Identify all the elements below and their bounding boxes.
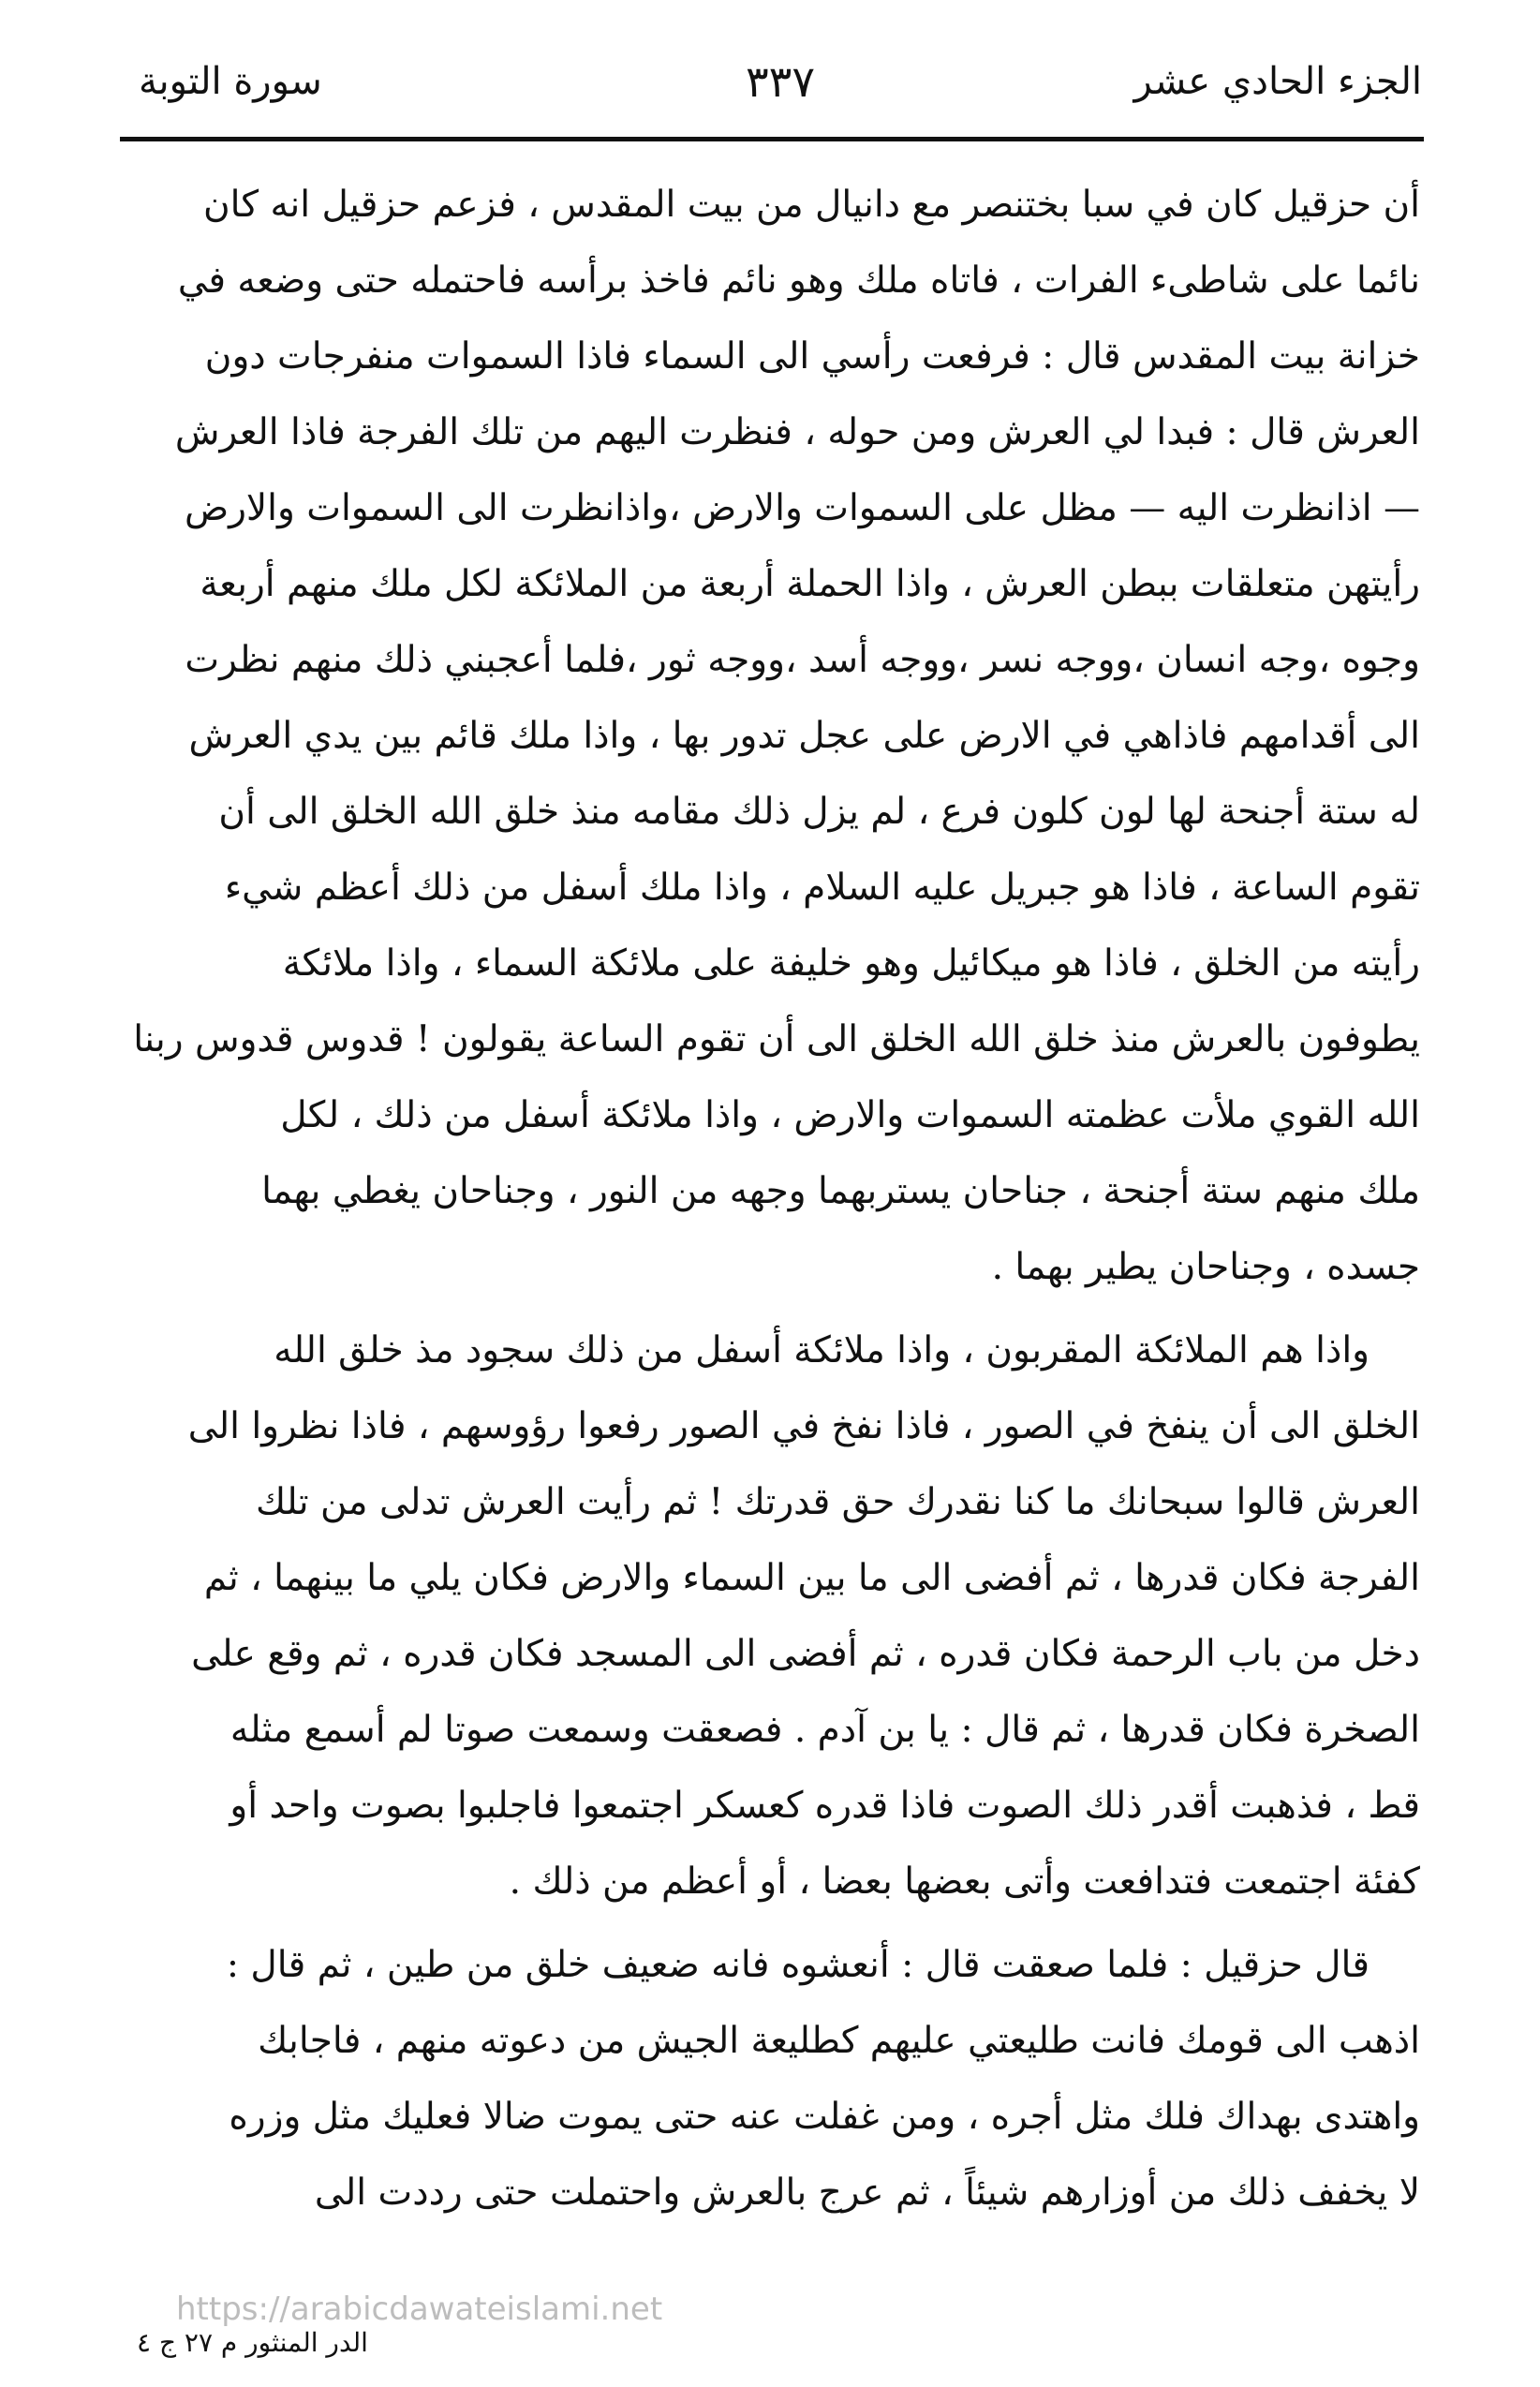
page-header	[139, 49, 1422, 114]
part-title: الجزء الحادي عشر	[1133, 60, 1422, 103]
paragraph-2: واذا هم الملائكة المقربون ، واذا ملائكة أسفل من ذلك سجود مذ خلق الله الخلق الى أن ينفخ في الصور ، فاذا نفخ في الصور رفعوا رؤوسهم ، فاذا نظروا الى العرش قالوا سبحانك ما كنا نقدرك حق قدرتك ! ثم رأيت العرش تدلى من تلك الفرجة فكان قدرها ، ثم أفضى الى ما بين السماء والارض فكان يلي ما بينهما ، ثم دخل من باب الرحمة فكان قدره ، ثم أفضى الى المسجد فكان قدره ، ثم وقع على الصخرة فكان قدرها ، ثم قال : يا بن آدم . فصعقت وسمعت صوتا لم أسمع مثله قط ، فذهبت أقدر ذلك الصوت فاذا قدره كعسكر اجتمعوا فاجلبوا بصوت واحد أو كفئة اجتمعت فتدافعت وأتى بعضها بعضا ، أو أعظم من ذلك .	[187, 1329, 1420, 1903]
paragraph-1: أن حزقيل كان في سبا بختنصر مع دانيال من بيت المقدس ، فزعم حزقيل انه كان نائما على شاطىء الفرات ، فاتاه ملك وهو نائم فاخذ برأسه فاحتمله حتى وضعه في خزانة بيت المقدس قال : فرفعت رأسي الى السماء فاذا السموات منفرجات دون العرش قال : فبدا لي العرش ومن حوله ، فنظرت اليهم من تلك الفرجة فاذا العرش — اذانظرت اليه — مظل على السموات والارض ،واذانظرت الى السموات والارض رأيتهن متعلقات ببطن العرش ، واذا الحملة أربعة من الملائكة لكل ملك منهم أربعة وجوه ،وجه انسان ،ووجه نسر ،ووجه أسد ،ووجه ثور ،فلما أعجبني ذلك منهم نظرت الى أقدامهم فاذاهي في الارض على عجل تدور بها ، واذا ملك قائم بين يدي العرش له ستة أجنحة لها لون كلون فرع ، لم يزل ذلك مقامه منذ خلق الله الخلق الى أن تقوم الساعة ، فاذا هو جبريل عليه السلام ، واذا ملك أسفل من ذلك أعظم شيء رأيته من الخلق ، فاذا هو ميكائيل وهو خليفة على ملائكة السماء ، واذا ملائكة يطوفون بالعرش منذ خلق الله الخلق الى أن تقوم الساعة يقولون ! قدوس قدوس ربنا الله القوي ملأت عظمته السموات والارض ، واذا ملائكة أسفل من ذلك ، لكل ملك منهم ستة أجنحة ، جناحان يستربهما وجهه من النور ، وجناحان يغطي بهما جسده ، وجناحان يطير بهما .	[133, 184, 1420, 1288]
header-rule	[120, 137, 1424, 141]
footer-signature: الدر المنثور م ٢٧ ج ٤	[137, 2327, 368, 2358]
watermark-url: https://arabicdawateislami.net	[176, 2291, 663, 2328]
paragraph-3: قال حزقيل : فلما صعقت قال : أنعشوه فانه ضعيف خلق من طين ، ثم قال : اذهب الى قومك فانت طليعتي عليهم كطليعة الجيش من دعوته منهم ، فاجابك واهتدى بهداك فلك مثل أجره ، ومن غفلت عنه حتى يموت ضالا فعليك مثل وزره لا يخفف ذلك من أوزارهم شيئاً ، ثم عرج بالعرش واحتملت حتى رددت الى	[226, 1944, 1420, 2214]
text-body	[126, 167, 1420, 2238]
surah-title: سورة التوبة	[139, 60, 322, 103]
page-number: ٣٣٧	[745, 56, 816, 107]
